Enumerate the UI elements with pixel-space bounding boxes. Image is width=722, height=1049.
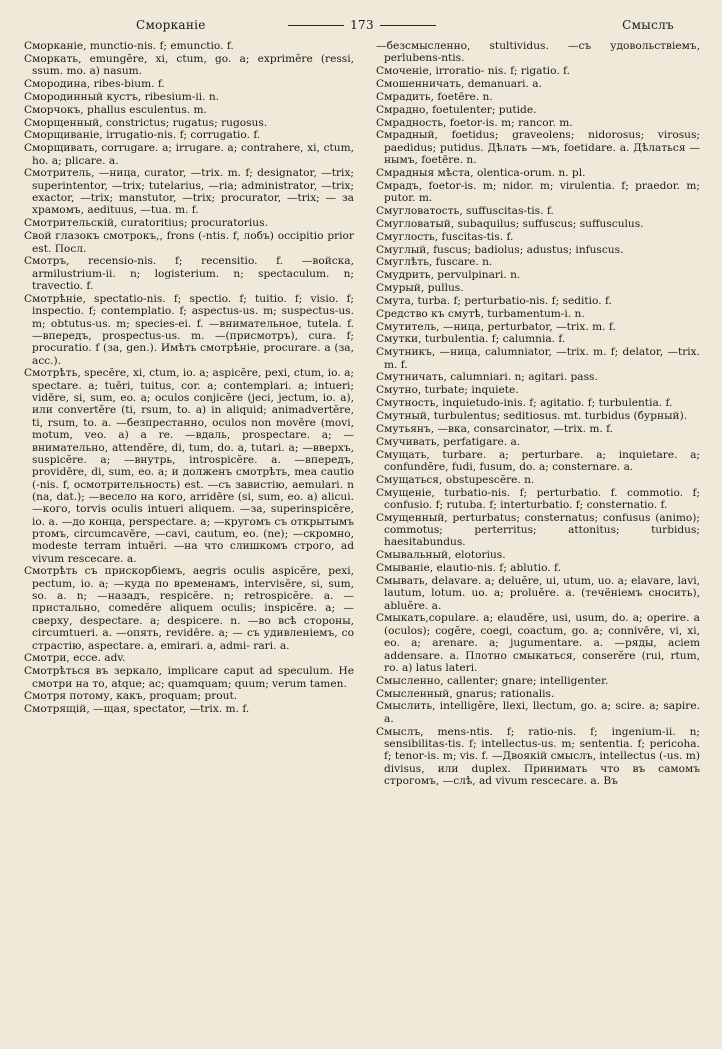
dictionary-entry: Сморканіе, munctio-nis. f; emunctio. f. <box>24 40 234 52</box>
right-column <box>368 40 700 788</box>
dictionary-entry: Смугловатый, subaquilus; suffuscus; suffusculus. <box>376 217 644 230</box>
dictionary-entry: Смрадный, foetidus; graveolens; nidorosus; virosus; paedidus; putidus. Дѣлать —мъ, foetidare. a. Дѣлаться —нымъ, foetēre. n. <box>376 129 700 167</box>
entry-columns <box>24 40 700 788</box>
dictionary-entry: Смрадъ, foetor-is. m; nidor. m; virulentia. f; praedor. m; putor. m. <box>376 179 700 205</box>
dictionary-entry: Смыкать,copulare. a; elaudĕre, usi, usum, do. a; operire. a (oculos); cogĕre, coegi, coactum, go. a; connivēre, vi, xi, eo. a; arenare. a; jugumentare. a. —ряды, aciem addensare. a. Плотно смыкаться, conserĕre (rui, rtum, ro. a) latus lateri. <box>376 612 700 674</box>
dictionary-entry: Смотрѣться въ зеркало, implicare caput ad speculum. Не смотри на то, atque; ac; quamquam; quum; verum tamen. <box>24 665 354 690</box>
dictionary-entry: Смывальный, elotorius. <box>376 549 506 562</box>
dictionary-entry: Смотрѣть, specĕre, xi, ctum, io. a; aspicĕre, pexi, ctum, io. a; spectare. a; tuēri, tuitus, cor. a; contemplari. a; intueri; vidēre, si, sum, eo. a; oculos conjicĕre (jeci, jectum, io. a), или convertĕre (ti, rsum, to. a) in aliquid; animadvertĕre, ti, rsum, to. a. —безпрестанно, oculos non movēre (movi, motum, veo. a) a re. —вдаль, prospectare. a; —внимательно, attendĕre, di, tum, do. a, tutari. a; —вверхъ, suspicĕre. a; —внутрь, introspicĕre. a. —впередъ, providēre, di, sum, eo. a; и долженъ смотрѣть, mea cautio (-nis. f, осмотрительность) est. —съ завистію, aemulari. n (na, dat.); —весело на кого, arridēre (si, sum, eo. a) alicui. —кого, torvis oculis intueri aliquem. —за, superinspicĕre, io. a. —до конца, perspectare. a; —кругомъ съ открытымъ ртомъ, circumcavēre, —cavi, cautum, eo. (ne); —скромно, modeste terram intuēri. —на что слишкомъ строго, ad vivum rescecare. a. <box>24 367 354 565</box>
dictionary-entry: Сморщивать, corrugare. a; irrugare. a; contrahere, xi, ctum, ho. a; plicare. a. <box>24 142 354 167</box>
running-header <box>24 18 700 40</box>
dictionary-entry: Смуглѣть, fuscare. n. <box>376 256 493 269</box>
dictionary-entry: Смрадно, foetulenter; putide. <box>376 103 537 116</box>
dictionary-entry: Средство къ смутѣ, turbamentum-i. n. <box>376 307 585 320</box>
dictionary-entry: Смотрящій, —щая, spectator, —trix. m. f. <box>24 703 250 716</box>
page-number-line <box>24 18 700 32</box>
dictionary-entry: Смотря потому, какъ, proquam; prout. <box>24 690 238 703</box>
dictionary-entry: Смущать, turbare. a; perturbare. a; inquietare. a; confundĕre, fudi, fusum, do. a; consternare. a. <box>376 448 700 473</box>
dictionary-entry: Смутитель, —ница, perturbator, —trix. m. f. <box>376 320 616 333</box>
dictionary-entry: Смываніе, elautio-nis. f; ablutio. f. <box>376 562 561 575</box>
dictionary-entry: —безсмысленно, stultividus. —съ удовольствіемъ, perlubens-ntis. <box>376 40 700 65</box>
dictionary-entry: Смутно, turbate; inquiete. <box>376 384 519 397</box>
dictionary-entry: Смрадность, foetor-is. m; rancor. m. <box>376 116 573 129</box>
dictionary-entry: Смуглый, fuscus; badiolus; adustus; infuscus. <box>376 243 624 256</box>
dictionary-entry: Смутникъ, —ница, calumniator, —trix. m. f; delator, —trix. m. f. <box>376 346 700 371</box>
page-number: 173 <box>350 18 374 32</box>
dictionary-entry: Смурый, pullus. <box>376 282 464 295</box>
dictionary-entry: Смошенничать, demanuari. a. <box>376 78 542 91</box>
dictionary-entry: Сморчокъ, phallus esculentus. m. <box>24 103 207 116</box>
dictionary-entry: Смысленно, callenter; gnare; intelligenter. <box>376 674 609 687</box>
dictionary-entry: Сморщиваніе, irrugatio-nis. f; corrugatio. f. <box>24 129 261 142</box>
dictionary-entry: Смотритель, —ница, curator, —trix. m. f; designator, —trix; superintentor, —trix; tutelarius, —ria; administrator, —trix; exactor, —trix; manstutor, —trix; procurator, —trix; — за храмомъ, aedituus, —tua. m. f. <box>24 167 354 217</box>
dictionary-entry: Смородина, ribes-bium. f. <box>24 78 165 91</box>
dictionary-entry: Смута, turba. f; perturbatio-nis. f; seditio. f. <box>376 294 612 307</box>
dictionary-entry: Смуглость, fuscitas-tis. f. <box>376 230 514 243</box>
dictionary-entry: Сморщенный, constrictus; rugatus; rugosus. <box>24 116 268 129</box>
dictionary-entry: Смоченіе, irroratio- nis. f; rigatio. f. <box>376 65 570 78</box>
dictionary-entry: Смучивать, perfatigare. a. <box>376 435 521 448</box>
dictionary-entry: Сморкать, emungĕre, xi, ctum, go. a; exprimĕre (ressi, ssum. mo. a) nasum. <box>24 52 354 78</box>
header-first-word: Сморканіе <box>136 18 206 32</box>
dictionary-entry: Смутный, turbulentus; seditiosus. mt. turbidus (бурный). <box>376 409 688 422</box>
dictionary-entry: Смутничать, calumniari. n; agitari. pass. <box>376 371 598 384</box>
header-rule-right <box>380 25 436 26</box>
dictionary-entry: Смутки, turbulentia. f; calumnia. f. <box>376 333 566 346</box>
dictionary-entry: Смыслъ, mens-ntis. f; ratio-nis. f; ingenium-ii. n; sensibilitas-tis. f; intellectus-us. m; sententia. f; pericoha. f; tenor-is. m; vis. f. —Двоякій смыслъ, intellectus (-us. m) divisus, или duplex. Принимать что въ самомъ строгомъ, —слѣ, ad vivum rescecare. a. Въ <box>376 725 700 787</box>
dictionary-entry: Смущеніе, turbatio-nis. f; perturbatio. f. commotio. f; confusio. f; rutuba. f; interturbatio. f; consternatio. f. <box>376 486 700 511</box>
dictionary-entry: Смугловатость, suffuscitas-tis. f. <box>376 204 554 217</box>
dictionary-entry: Смородинный кустъ, ribesium-ii. n. <box>24 90 220 103</box>
dictionary-entry: Смутьянъ, —вка, consarcinator, —trix. m. f. <box>376 422 614 435</box>
dictionary-entry: Смыслить, intelligĕre, llexi, llectum, go. a; scire. a; sapire. a. <box>376 700 700 725</box>
dictionary-entry: Смущаться, obstupescĕre. n. <box>376 473 535 486</box>
dictionary-entry: Смотрительскій, curatoritius; procuratorius. <box>24 217 268 230</box>
dictionary-entry: Смрадныя мѣста, olentica-orum. n. pl. <box>376 166 586 179</box>
dictionary-entry: Смудрить, pervulpinari. n. <box>376 269 521 282</box>
dictionary-entry: Смутность, inquietudo-inis. f; agitatio. f; turbulentia. f. <box>376 397 673 410</box>
dictionary-entry: Смотрѣніе, spectatio-nis. f; spectio. f; tuitio. f; visio. f; inspectio. f; contemplatio. f; aspectus-us. m; suspectus-us. m; obtutus-us. m; species-ei. f. —внимательное, tutela. f. —впередъ, prospectus-us. m. —(присмотръ), cura. f; procuratio. f (за, gen.). Имѣть смотрѣніе, procurare. a (за, acc.). <box>24 292 354 367</box>
dictionary-entry: Свой глазокъ смотрокъ,, frons (-ntis. f, лобъ) occipitio prior est. Посл. <box>24 230 354 255</box>
header-rule-left <box>288 25 344 26</box>
left-column <box>24 40 354 788</box>
dictionary-entry: Смотръ, recensio-nis. f; recensitio. f. —войска, armilustrium-ii. n; logisterium. n; spectaculum. n; travectio. f. <box>24 255 354 293</box>
header-last-word: Смыслъ <box>622 18 674 32</box>
dictionary-entry: Смотрѣть съ прискорбіемъ, aegris oculis aspicĕre, pexi, pectum, io. a; —куда по временамъ, intervisĕre, si, sum, so. a. n; —назадъ, respicĕre. n; retrospicĕre. a. —пристально, comedĕre aliquem oculis; inspicĕre. a; —сверху, despectare. a; despicere. n. —во всѣ стороны, circumtueri. a. —опять, revidēre. a; — съ удивленіемъ, со страстію, aspectare. a, emirari. a, admi- rari. a. <box>24 565 354 652</box>
dictionary-entry: Смотри, ecce. adv. <box>24 652 126 665</box>
dictionary-entry: Смывать, delavare. a; deluĕre, ui, utum, uo. a; elavare, lavi, lautum, lotum. uo. a; proluĕre. a. (течёніемъ сносить), abluĕre. a. <box>376 574 700 612</box>
dictionary-entry: Смущенный, perturbatus; consternatus; confusus (animo); commotus; perterritus; attonitus; turbidus; haesitabundus. <box>376 511 700 549</box>
dictionary-entry: Смрадить, foetēre. n. <box>376 90 493 103</box>
dictionary-entry: Смысленный, gnarus; rationalis. <box>376 687 555 700</box>
